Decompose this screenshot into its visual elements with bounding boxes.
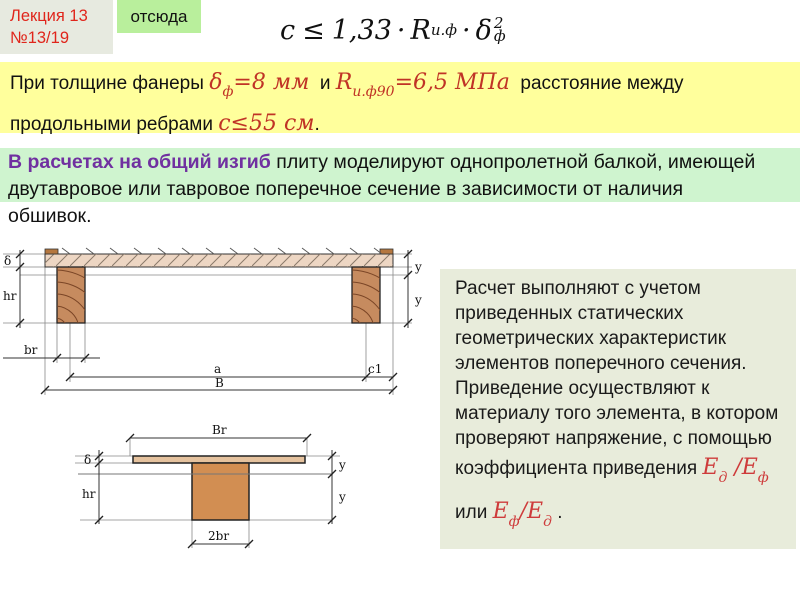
text-segment: ф: [222, 84, 234, 100]
formula-lhs: c: [280, 14, 296, 46]
top-hatch-marks: [62, 248, 382, 254]
formula: [280, 4, 506, 56]
label-B: B: [215, 376, 224, 390]
text-line: [10, 67, 800, 108]
text-line: [455, 376, 796, 401]
label-Br: Br: [212, 423, 227, 437]
text-segment: /: [519, 499, 528, 524]
text-segment: /: [727, 455, 742, 480]
text-segment: или: [455, 502, 493, 523]
label-hr: hr: [82, 487, 96, 501]
plywood-flange: [133, 456, 305, 463]
plywood-flange: [45, 248, 393, 267]
text-line: [455, 495, 796, 539]
text-segment: д: [543, 514, 552, 530]
text-line: [455, 351, 796, 376]
formula-delta: δ: [475, 14, 492, 46]
text-segment: плиту моделируют однопролетной балкой, имеющей: [270, 151, 756, 173]
yellow-note: [0, 62, 800, 136]
text-segment: геометрических характеристик: [455, 328, 727, 349]
label-delta: δ: [84, 453, 92, 467]
text-line: [455, 426, 796, 451]
lecture-badge-title: Лекция 13: [10, 7, 88, 25]
text-segment: материалу того элемента, в котором: [455, 403, 779, 424]
label-2br: 2br: [208, 529, 230, 543]
text-segment: =8 мм: [233, 70, 310, 95]
text-line: [455, 301, 796, 326]
text-segment: обшивок.: [8, 205, 92, 227]
text-segment: элементов поперечного сечения.: [455, 353, 747, 374]
green-note: [0, 148, 800, 230]
text-line: [8, 176, 800, 203]
text-segment: c≤55 см: [218, 111, 315, 136]
text-segment: E: [492, 499, 509, 524]
label-y-upper: y: [415, 260, 422, 274]
text-segment: .: [314, 114, 320, 135]
flange-end-block-left: [45, 249, 58, 254]
label-y-lower: y: [339, 490, 346, 504]
label-hr: hr: [3, 289, 17, 303]
formula-R-subscript: и.ф: [430, 20, 457, 39]
text-segment: двутавровое или тавровое поперечное сечение в зависимости от наличия: [8, 178, 684, 200]
label-br: br: [24, 343, 38, 357]
formula-relation: ≤: [302, 14, 325, 46]
label-y-lower: y: [415, 293, 422, 307]
text-line: [8, 203, 800, 230]
text-segment: коэффициента приведения: [455, 458, 703, 479]
label-a: a: [214, 362, 222, 376]
text-segment: проверяют напряжение, с помощью: [455, 428, 772, 449]
text-segment: и: [309, 73, 336, 94]
formula-coefficient: 1,33: [331, 14, 392, 46]
ribbed-panel-section-diagram: [0, 240, 440, 415]
formula-delta-supsub: [493, 14, 506, 45]
text-segment: расстояние между: [509, 73, 684, 94]
label-c1: c1: [368, 362, 383, 376]
lecture-badge-number: №13/19: [10, 29, 69, 47]
text-segment: ф: [757, 470, 769, 486]
text-segment: приведенных статических: [455, 303, 684, 324]
lecture-badge: [0, 0, 113, 54]
otsyuda-button[interactable]: отсюда: [117, 0, 201, 33]
text-segment: д: [718, 470, 728, 486]
text-segment: При толщине фанеры: [10, 73, 210, 94]
wood-rib-right: [290, 267, 410, 390]
formula-dot-1: ·: [396, 14, 406, 46]
right-note: [440, 269, 796, 549]
text-segment: R: [335, 70, 353, 95]
text-segment: и.ф90: [352, 84, 395, 100]
text-line: [455, 451, 796, 495]
text-segment: продольными ребрами: [10, 114, 219, 135]
label-y-upper: y: [339, 458, 346, 472]
text-line: [455, 401, 796, 426]
text-line: [10, 108, 800, 140]
formula-delta-superscript: 2: [493, 14, 504, 32]
label-delta: δ: [4, 254, 12, 268]
formula-dot-2: ·: [461, 14, 471, 46]
wood-rib-left: [0, 267, 115, 390]
text-line: [8, 149, 800, 176]
wood-web: [192, 463, 249, 520]
text-segment: ф: [508, 514, 520, 530]
formula-delta-subscript: ф: [493, 27, 506, 45]
formula-R: R: [410, 14, 431, 46]
text-segment: δ: [209, 70, 223, 95]
text-segment: E: [702, 455, 719, 480]
t-section-diagram: [40, 420, 360, 570]
text-segment: E: [527, 499, 544, 524]
text-segment: В расчетах на общий изгиб: [8, 151, 271, 173]
text-segment: Приведение осуществляют к: [455, 378, 710, 399]
text-segment: .: [551, 502, 563, 523]
flange-end-block-right: [380, 249, 393, 254]
text-line: [455, 326, 796, 351]
text-segment: Расчет выполняют с учетом: [455, 278, 701, 299]
text-segment: E: [741, 455, 758, 480]
text-segment: =6,5 МПа: [394, 70, 510, 95]
text-line: [455, 276, 796, 301]
